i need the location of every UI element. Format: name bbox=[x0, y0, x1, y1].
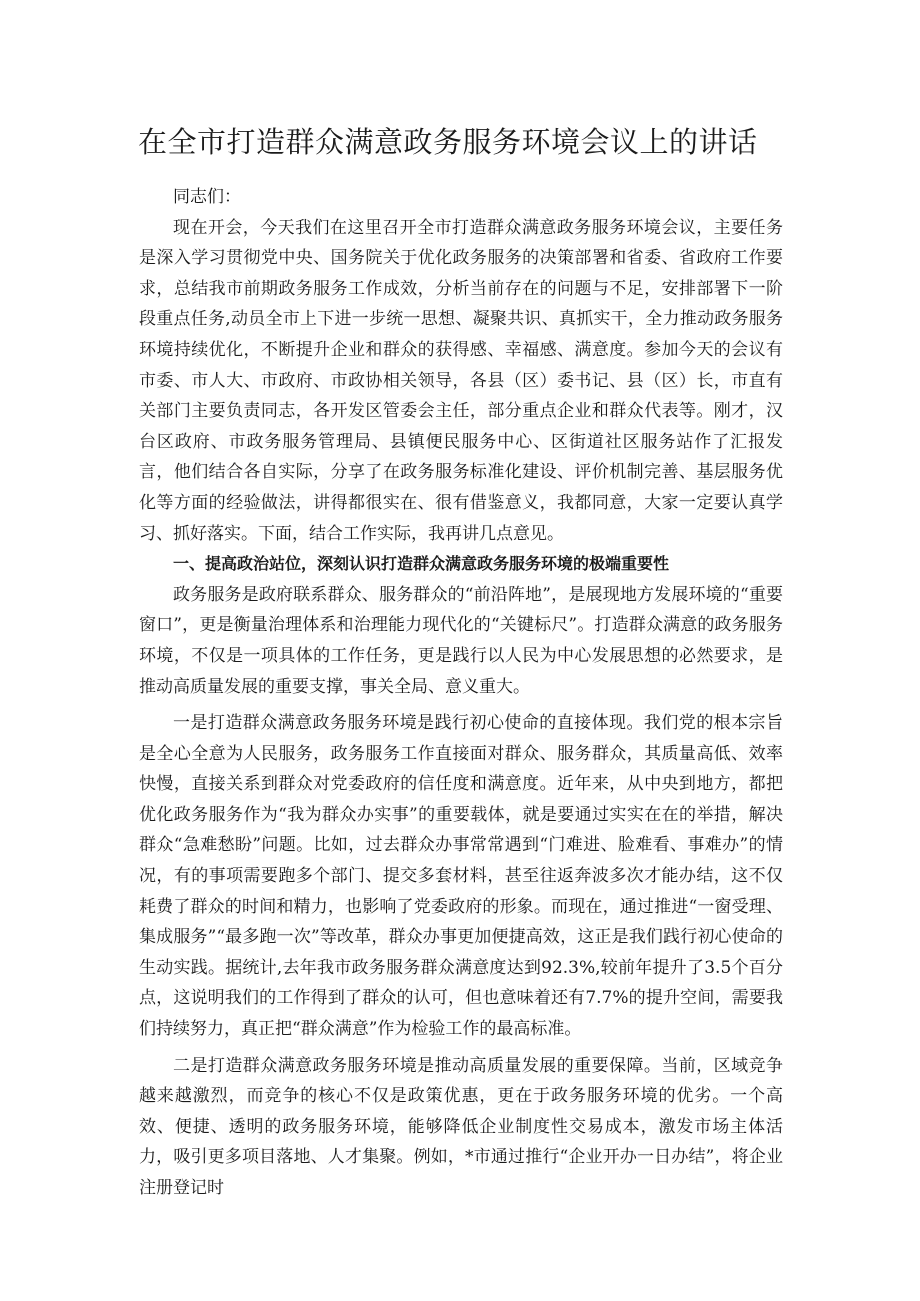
paragraph-point-2: 二是打造群众满意政务服务环境是推动高质量发展的重要保障。当前，区域竞争越来越激烈，而竞争的核心不仅是政策优惠，更在于政务服务环境的优劣。一个高效、便捷、透明的政务服务环境，能够降低企业制度性交易成本，激发市场主体活力，吸引更多项目落地、人才集聚。例如，*市通过推行“企业开办一日办结”，将企业注册登记时 bbox=[139, 1055, 783, 1198]
document-title: 在全市打造群众满意政务服务环境会议上的讲话 bbox=[138, 125, 758, 159]
paragraph-opening: 现在开会，今天我们在这里召开全市打造群众满意政务服务环境会议，主要任务是深入学习贯彻党中央、国务院关于优化政务服务的决策部署和省委、省政府工作要求，总结我市前期政务服务工作成效，分析当前存在的问题与不足，安排部署下一阶段重点任务,动员全市上下进一步统一思想、凝聚共识、真抓实干，全力推动政务服务环境持续优化，不断提升企业和群众的获得感、幸福感、满意度。参加今天的会议有市委、市人大、市政府、市政协相关领导，各县（区）委书记、县（区）长，市直有关部门主要负责同志，各开发区管委会主任，部分重点企业和群众代表等。刚才，汉台区政府、市政务服务管理局、县镇便民服务中心、区街道社区服务站作了汇报发言，他们结合各自实际，分享了在政务服务标准化建设、评价机制完善、基层服务优化等方面的经验做法，讲得都很实在、很有借鉴意义，我都同意，大家一定要认真学习、抓好落实。下面，结合工作实际，我再讲几点意见。 bbox=[139, 217, 783, 544]
section-heading-1: 一、提高政治站位，深刻认识打造群众满意政务服务环境的极端重要性 bbox=[173, 554, 670, 574]
paragraph-section-intro: 政务服务是政府联系群众、服务群众的“前沿阵地”，是展现地方发展环境的“重要窗口”，更是衡量治理体系和治理能力现代化的“关键标尺”。打造群众满意的政务服务环境，不仅是一项具体的工作任务，更是践行以人民为中心发展思想的必然要求，是推动高质量发展的重要支撑，事关全局、意义重大。 bbox=[139, 584, 783, 697]
salutation: 同志们： bbox=[173, 187, 241, 207]
document-body bbox=[139, 182, 783, 1204]
paragraph-point-1: 一是打造群众满意政务服务环境是践行初心使命的直接体现。我们党的根本宗旨是全心全意为人民服务，政务服务工作直接面对群众、服务群众，其质量高低、效率快慢，直接关系到群众对党委政府的信任度和满意度。近年来，从中央到地方，都把优化政务服务作为“我为群众办实事”的重要载体，就是要通过实实在在的举措，解决群众“急难愁盼”问题。比如，过去群众办事常常遇到“门难进、脸难看、事难办”的情况，有的事项需要跑多个部门、提交多套材料，甚至往返奔波多次才能办结，这不仅耗费了群众的时间和精力，也影响了党委政府的形象。而现在，通过推进“一窗受理、集成服务”“最多跑一次”等改革，群众办事更加便捷高效，这正是我们践行初心使命的生动实践。据统计,去年我市政务服务群众满意度达到92.3%,较前年提升了3.5个百分点，这说明我们的工作得到了群众的认可，但也意味着还有7.7%的提升空间，需要我们持续努力，真正把“群众满意”作为检验工作的最高标准。 bbox=[139, 713, 783, 1040]
